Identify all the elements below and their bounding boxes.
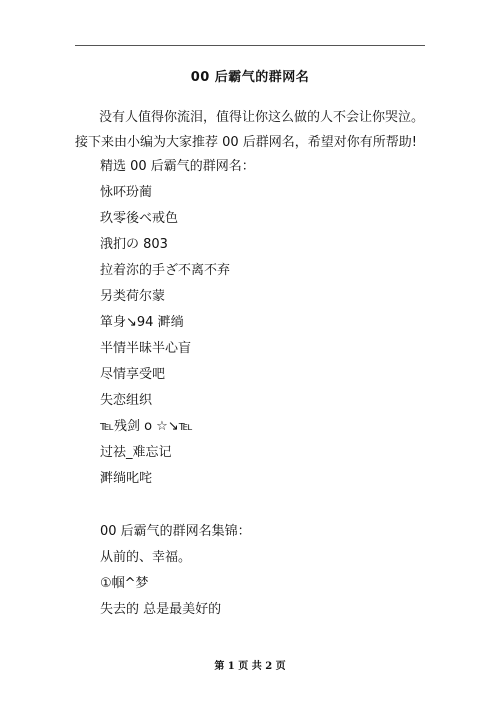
list-item: 尽情享受吧 [100,367,166,382]
section-heading-featured: 精选 00 后霸气的群网名： [100,159,255,174]
section-heading-collection: 00 后霸气的群网名集锦： [100,524,251,539]
list-item: 失恋组织 [100,393,153,408]
intro-paragraph: 没有人值得你流泪，值得让你这么做的人不会让你哭泣。 接下来由小编为大家推荐 00 后群网名，希望对你有所帮助! [75,110,425,150]
list-item: 另类荷尔蒙 [100,289,166,304]
list-item: 拉着沵的手ざ不离不弃 [100,263,231,278]
list-item: 箪身↘94 溿绱 [100,315,184,330]
list-item: 怺吥玢蔺 [100,185,153,200]
list-item: 玖零後ベ戒色 [100,211,179,226]
page-footer: 第 1 页 共 2 页 [214,661,286,672]
header-rule [75,45,425,46]
list-item: ①帼^梦 [100,576,149,591]
list-item: 从前的、幸福。 [100,550,192,565]
list-item: 溿绱叱咤 [100,471,153,486]
list-item: 过祛_难忘记 [100,445,172,460]
list-item: 涐扪の 803 [100,237,168,252]
list-item: ℡残剑 o ☆↘℡ [100,419,193,434]
document-title: 00 后霸气的群网名 [190,70,310,85]
list-item: 失去的 总是最美好的 [100,602,222,617]
list-item: 半情半昧半心盲 [100,341,192,356]
